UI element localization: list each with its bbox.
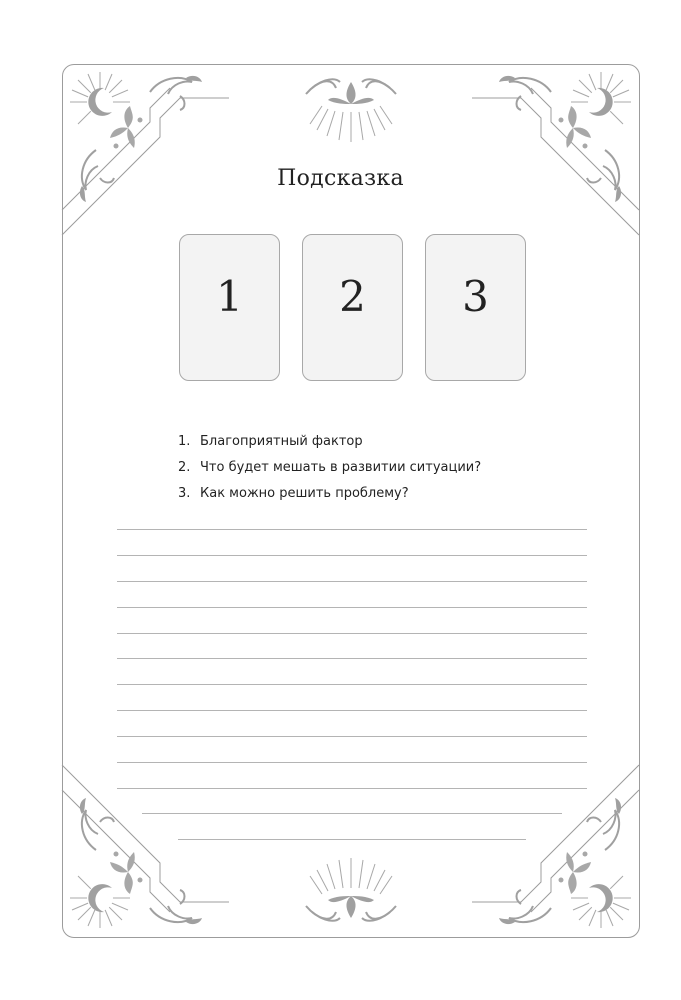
list-item-text: Как можно решить проблему? — [200, 486, 409, 501]
card-number: 2 — [339, 272, 366, 321]
writing-line[interactable] — [117, 710, 587, 711]
list-item-text: Благоприятный фактор — [200, 434, 363, 449]
writing-line[interactable] — [117, 581, 587, 582]
writing-line[interactable] — [117, 555, 587, 556]
card-slot-3 — [425, 234, 526, 381]
writing-line[interactable] — [117, 633, 587, 634]
list-item-number: 2. — [178, 460, 191, 475]
card-number: 3 — [462, 272, 489, 321]
page-title: Подсказка — [277, 166, 404, 191]
writing-line[interactable] — [117, 607, 587, 608]
writing-line[interactable] — [178, 839, 526, 840]
writing-line[interactable] — [117, 529, 587, 530]
list-item-text: Что будет мешать в развитии ситуации? — [200, 460, 482, 475]
writing-line[interactable] — [117, 736, 587, 737]
card-slot-1 — [179, 234, 280, 381]
list-item — [178, 458, 481, 484]
writing-line[interactable] — [117, 658, 587, 659]
list-item — [178, 432, 481, 458]
list-item-number: 1. — [178, 434, 191, 449]
list-item — [178, 484, 481, 510]
writing-line[interactable] — [117, 788, 587, 789]
writing-line[interactable] — [117, 684, 587, 685]
card-slot-2 — [302, 234, 403, 381]
writing-line[interactable] — [117, 762, 587, 763]
list-item-number: 3. — [178, 486, 191, 501]
question-list — [178, 432, 481, 510]
card-number: 1 — [216, 272, 243, 321]
writing-line[interactable] — [142, 813, 562, 814]
